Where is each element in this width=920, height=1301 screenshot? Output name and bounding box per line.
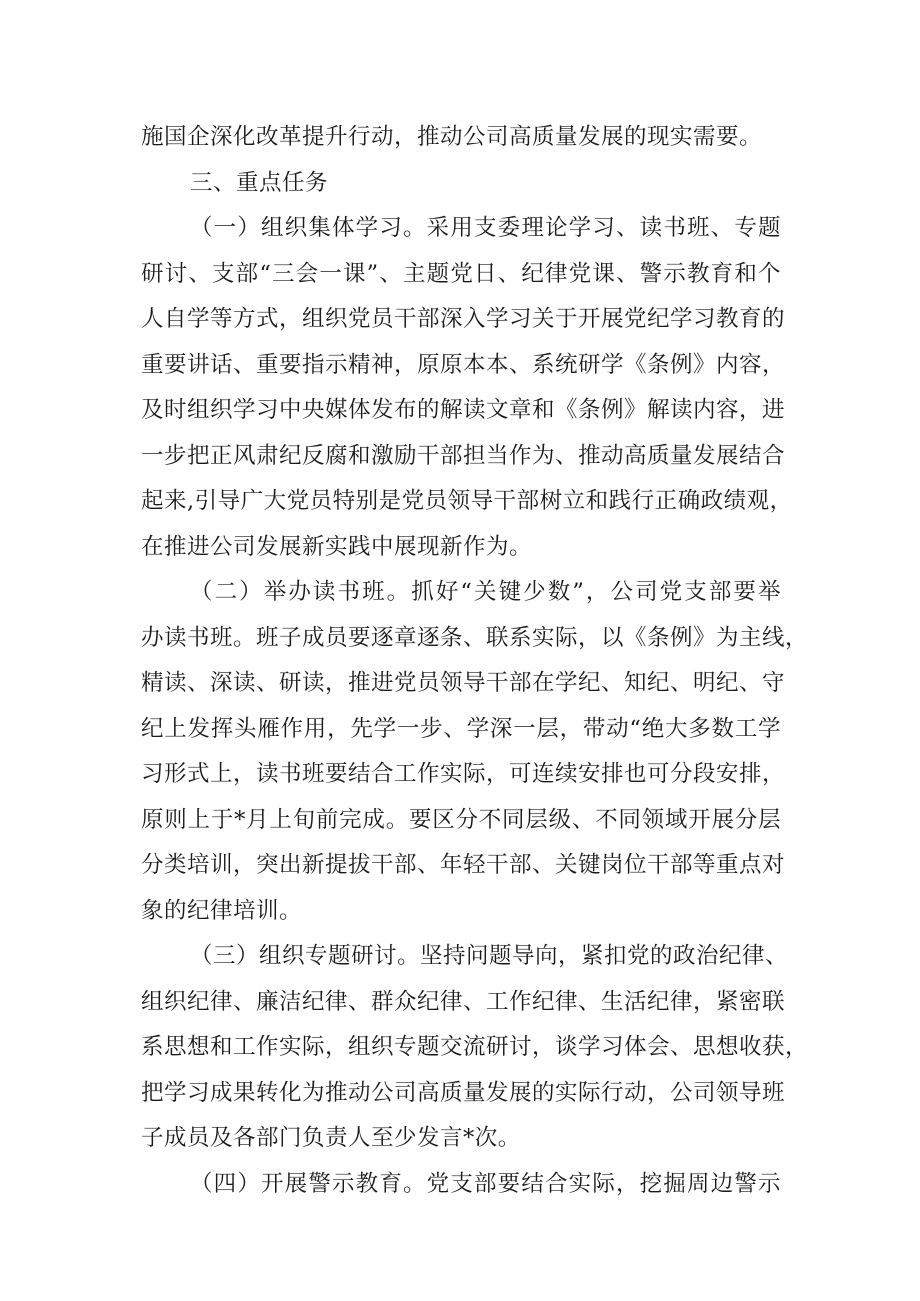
paragraph-line: 纪上发挥头雁作用，先学一步、学深一层，带动“绝大多数工学: [141, 716, 781, 742]
paragraph-line: 分类培训，突出新提拔干部、年轻干部、关键岗位干部等重点对: [141, 852, 786, 878]
paragraph-line: 施国企深化改革提升行动，推动公司高质量发展的现实需要。: [141, 124, 763, 150]
paragraph-line: 办读书班。班子成员要逐章逐条、联系实际，以《条例》为主线，: [141, 625, 809, 651]
paragraph-line: 人自学等方式，组织党员干部深入学习关于开展党纪学习教育的: [141, 306, 786, 332]
paragraph-line: 系思想和工作实际，组织专题交流研讨，谈学习体会、思想收获，: [141, 1034, 809, 1060]
paragraph-line: 重要讲话、重要指示精神，原原本本、系统研学《条例》内容，: [141, 352, 786, 378]
paragraph-line: 组织纪律、廉洁纪律、群众纪律、工作纪律、生活纪律，紧密联: [141, 989, 786, 1015]
paragraph-line: （三）组织专题研讨。坚持问题导向，紧扣党的政治纪律、: [190, 943, 789, 969]
paragraph-line: （一）组织集体学习。采用支委理论学习、读书班、专题: [190, 215, 781, 241]
paragraph-line: （二）举办读书班。抓好“关键少数”，公司党支部要举: [190, 579, 781, 605]
paragraph-line: 习形式上，读书班要结合工作实际，可连续安排也可分段安排，: [141, 761, 786, 787]
paragraph-line: 原则上于*月上旬前完成。要区分不同层级、不同领域开展分层: [141, 807, 781, 833]
paragraph-line: 子成员及各部门负责人至少发言*次。: [141, 1125, 521, 1151]
paragraph-line: 起来,引导广大党员特别是党员领导干部树立和践行正确政绩观，: [141, 488, 793, 514]
paragraph-line: 精读、深读、研读，推进党员领导干部在学纪、知纪、明纪、守: [141, 670, 786, 696]
paragraph-line: 及时组织学习中央媒体发布的解读文章和《条例》解读内容，进: [141, 397, 786, 423]
paragraph-line: 象的纪律培训。: [141, 898, 303, 924]
paragraph-line: （四）开展警示教育。党支部要结合实际，挖掘周边警示: [190, 1171, 781, 1197]
paragraph-line: 研讨、支部“三会一课”、主题党日、纪律党课、警示教育和个: [141, 261, 781, 287]
paragraph-line: 一步把正风肃纪反腐和激励干部担当作为、推动高质量发展结合: [141, 443, 786, 469]
section-heading: 三、重点任务: [190, 170, 329, 196]
paragraph-line: 在推进公司发展新实践中展现新作为。: [141, 534, 533, 560]
paragraph-line: 把学习成果转化为推动公司高质量发展的实际行动，公司领导班: [141, 1080, 786, 1106]
